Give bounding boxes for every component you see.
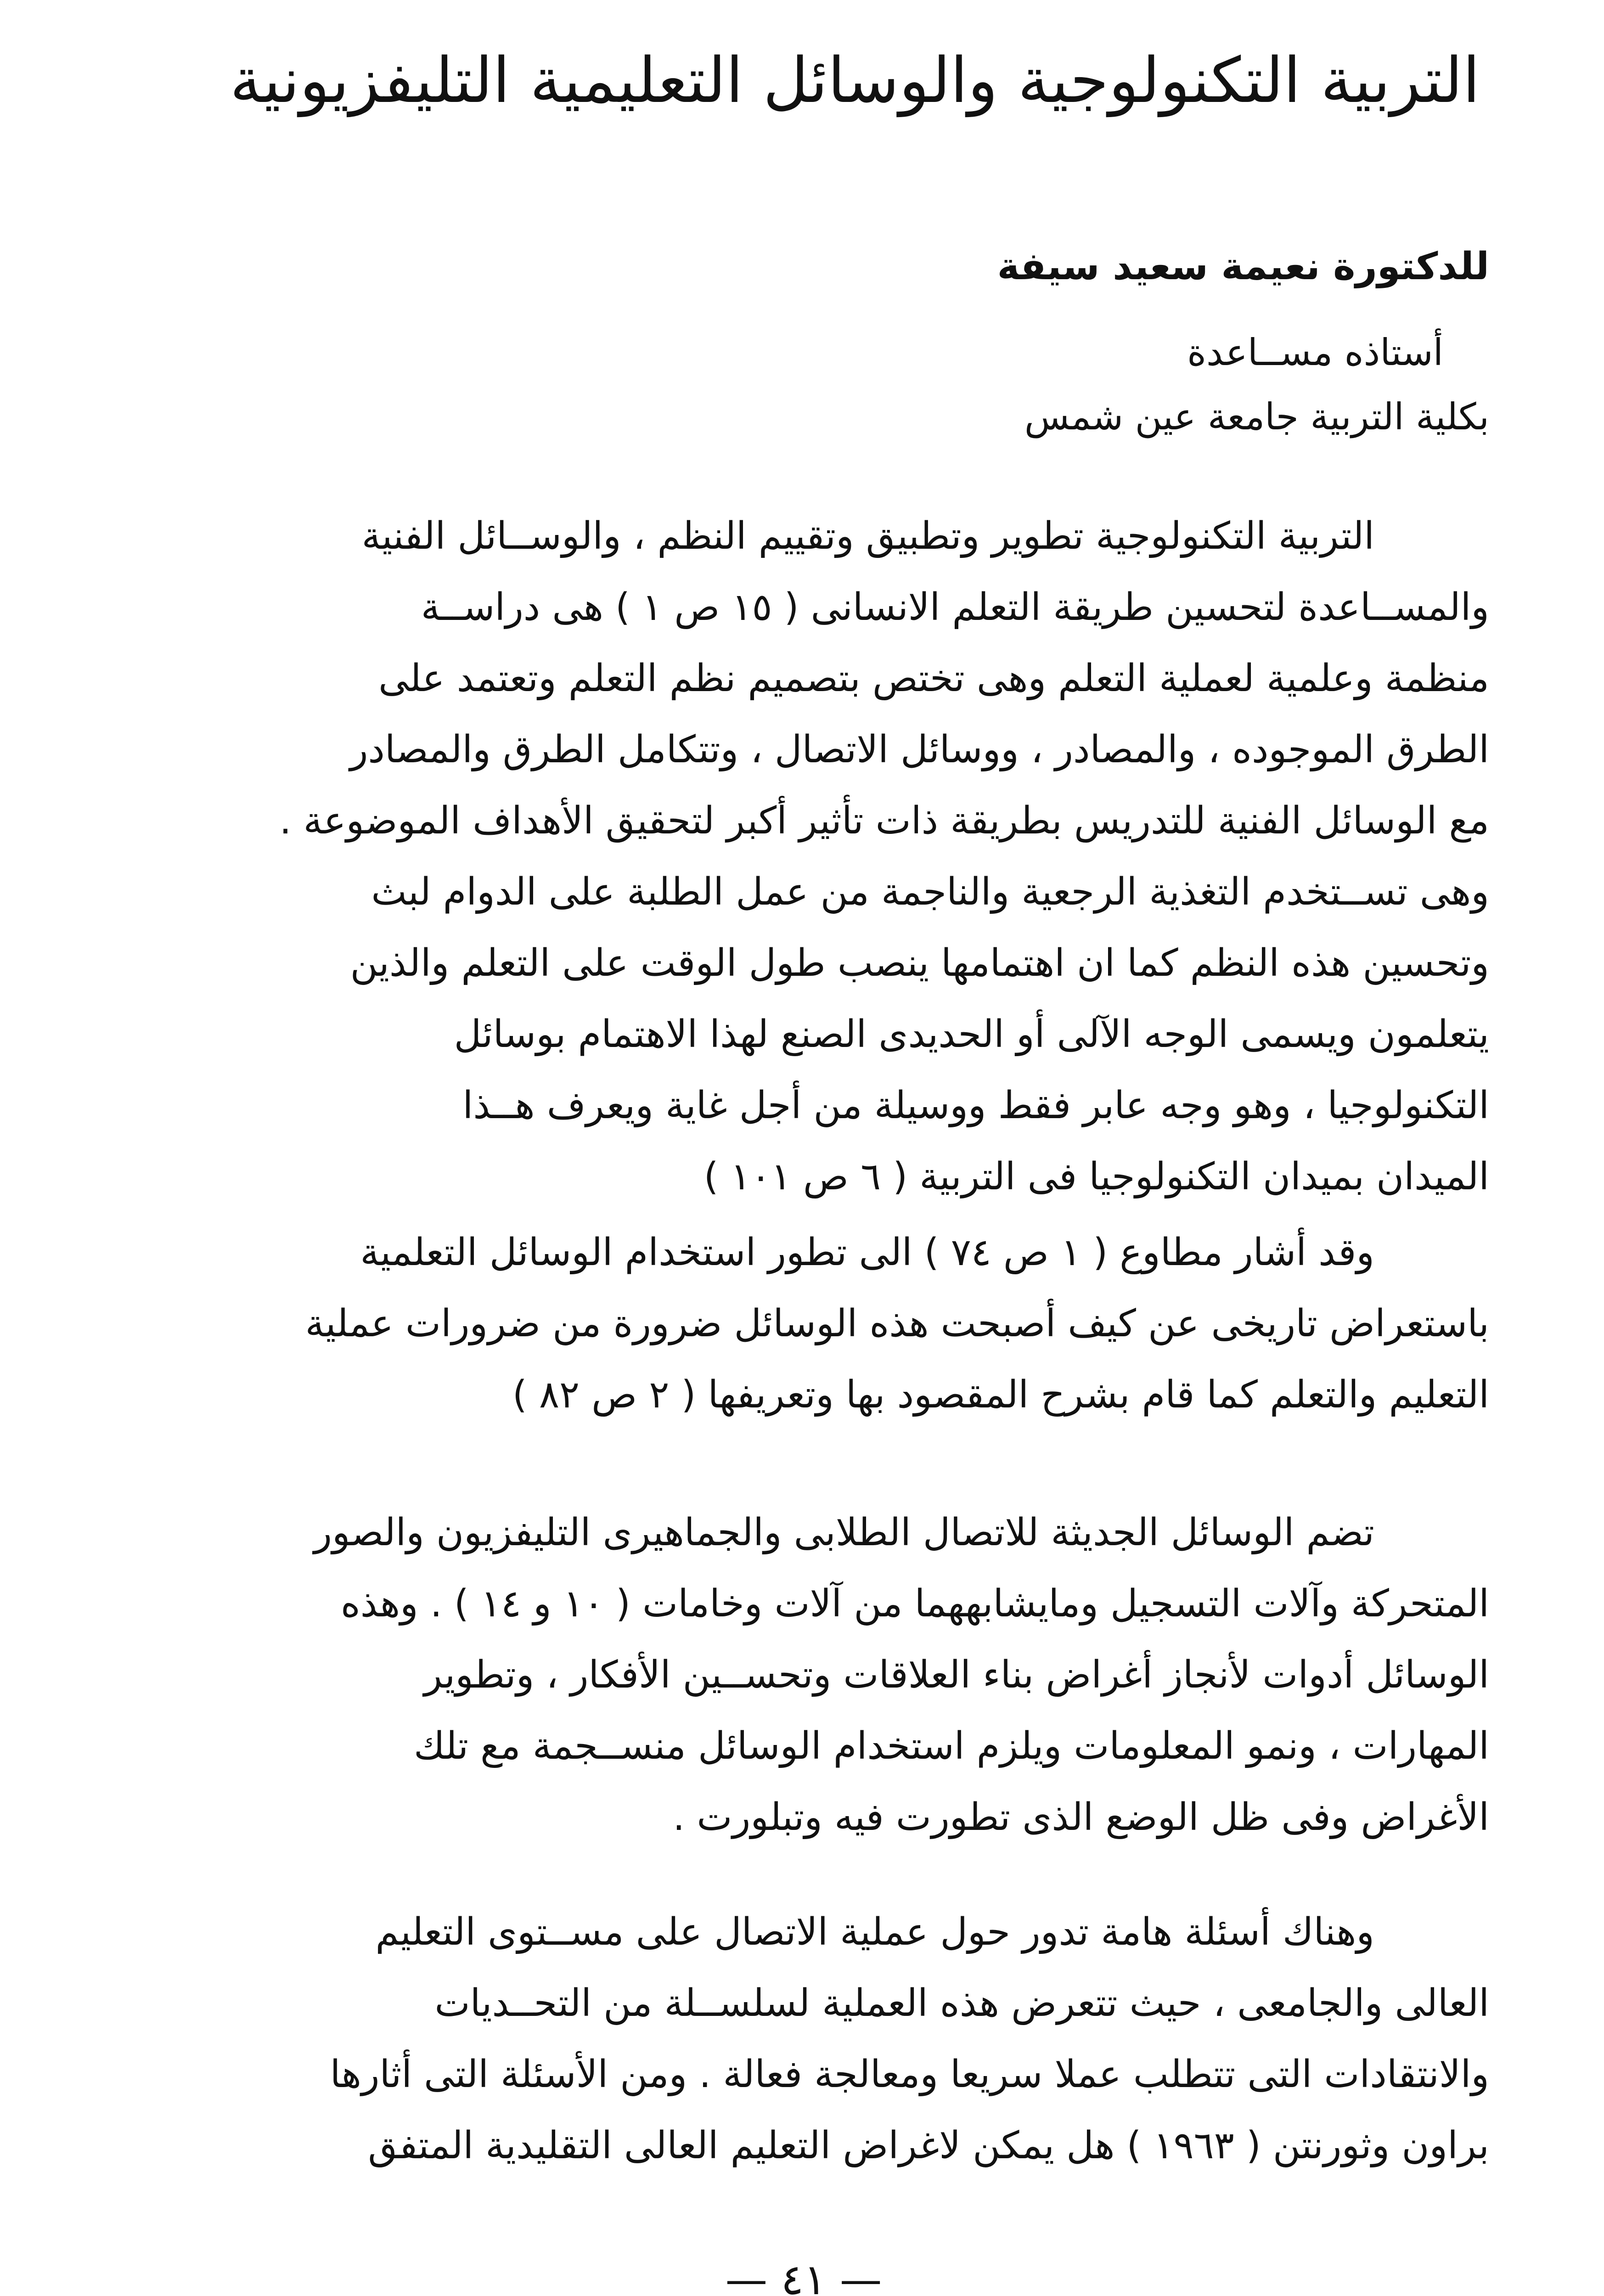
paragraph-line: براون وثورنتن ( ١٩٦٣ ) هل يمكن لاغراض التعليم العالى التقليدية المتفق: [368, 2124, 1489, 2167]
paragraph-line: وتحسين هذه النظم كما ان اهتمامها ينصب طول الوقت على التعلم والذين: [350, 941, 1489, 985]
paragraph-line: التكنولوجيا ، وهو وجه عابر فقط ووسيلة من أجل غاية ويعرف هــذا: [462, 1084, 1489, 1127]
paragraph-3: [115, 1497, 1489, 1853]
paragraph-line: تضم الوسائل الجديثة للاتصال الطلابى والجماهيرى التليفزيون والصور: [314, 1511, 1374, 1554]
paragraph-line: التعليم والتعلم كما قام بشرح المقصود بها وتعريفها ( ٢ ص ٨٢ ): [512, 1373, 1489, 1417]
paragraph-1: [115, 501, 1489, 1212]
paragraph-line: وهناك أسئلة هامة تدور حول عملية الاتصال على مســتوى التعليم: [375, 1910, 1374, 1954]
document-title: التربية التكنولوجية والوسائل التعليمية التليفزيونية: [230, 45, 1480, 117]
paragraph-line: والانتقادات التى تتطلب عملا سريعا ومعالجة فعالة . ومن الأسئلة التى أثارها: [330, 2053, 1489, 2096]
paragraph-line: مع الوسائل الفنية للتدريس بطريقة ذات تأثير أكبر لتحقيق الأهداف الموضوعة .: [279, 799, 1489, 843]
author-name: للدكتورة نعيمة سعيد سيفة: [997, 245, 1489, 288]
author-role: أستاذه مســاعدة: [1187, 331, 1443, 374]
paragraph-line: باستعراض تاريخى عن كيف أصبحت هذه الوسائل ضرورة من ضرورات عملية: [305, 1302, 1489, 1345]
paragraph-line: يتعلمون ويسمى الوجه الآلى أو الحديدى الصنع لهذا الاهتمام بوسائل: [454, 1013, 1489, 1056]
paragraph-line: التربية التكنولوجية تطوير وتطبيق وتقييم النظم ، والوســائل الفنية: [361, 514, 1374, 558]
paragraph-4: [115, 1896, 1489, 2181]
paragraph-2: [115, 1217, 1489, 1430]
paragraph-line: المهارات ، ونمو المعلومات ويلزم استخدام الوسائل منســجمة مع تلك: [413, 1724, 1489, 1768]
paragraph-line: وقد أشار مطاوع ( ١ ص ٧٤ ) الى تطور استخدام الوسائل التعلمية: [360, 1231, 1374, 1274]
paragraph-line: الميدان بميدان التكنولوجيا فى التربية ( ٦ ص ١٠١ ): [704, 1155, 1489, 1199]
page-number: — ٤١ —: [725, 2255, 882, 2296]
paragraph-line: وهى تســتخدم التغذية الرجعية والناجمة من عمل الطلبة على الدوام لبث: [371, 870, 1489, 914]
paragraph-line: منظمة وعلمية لعملية التعلم وهى تختص بتصميم نظم التعلم وتعتمد على: [378, 657, 1489, 700]
paragraph-line: الوسائل أدوات لأنجاز أغراض بناء العلاقات وتحســين الأفكار ، وتطوير: [424, 1653, 1489, 1697]
paragraph-line: والمســاعدة لتحسين طريقة التعلم الانسانى ( ١٥ ص ١ ) هى دراســة: [421, 585, 1489, 629]
paragraph-line: الطرق الموجوده ، والمصادر ، ووسائل الاتصال ، وتتكامل الطرق والمصادر: [349, 728, 1489, 771]
paragraph-line: الأغراض وفى ظل الوضع الذى تطورت فيه وتبلورت .: [673, 1795, 1489, 1839]
paragraph-line: العالى والجامعى ، حيث تتعرض هذه العملية لسلســلة من التحــديات: [434, 1981, 1489, 2025]
author-affiliation: بكلية التربية جامعة عين شمس: [1024, 395, 1489, 438]
paragraph-line: المتحركة وآلات التسجيل ومايشابههما من آلات وخامات ( ١٠ و ١٤ ) . وهذه: [340, 1582, 1489, 1626]
